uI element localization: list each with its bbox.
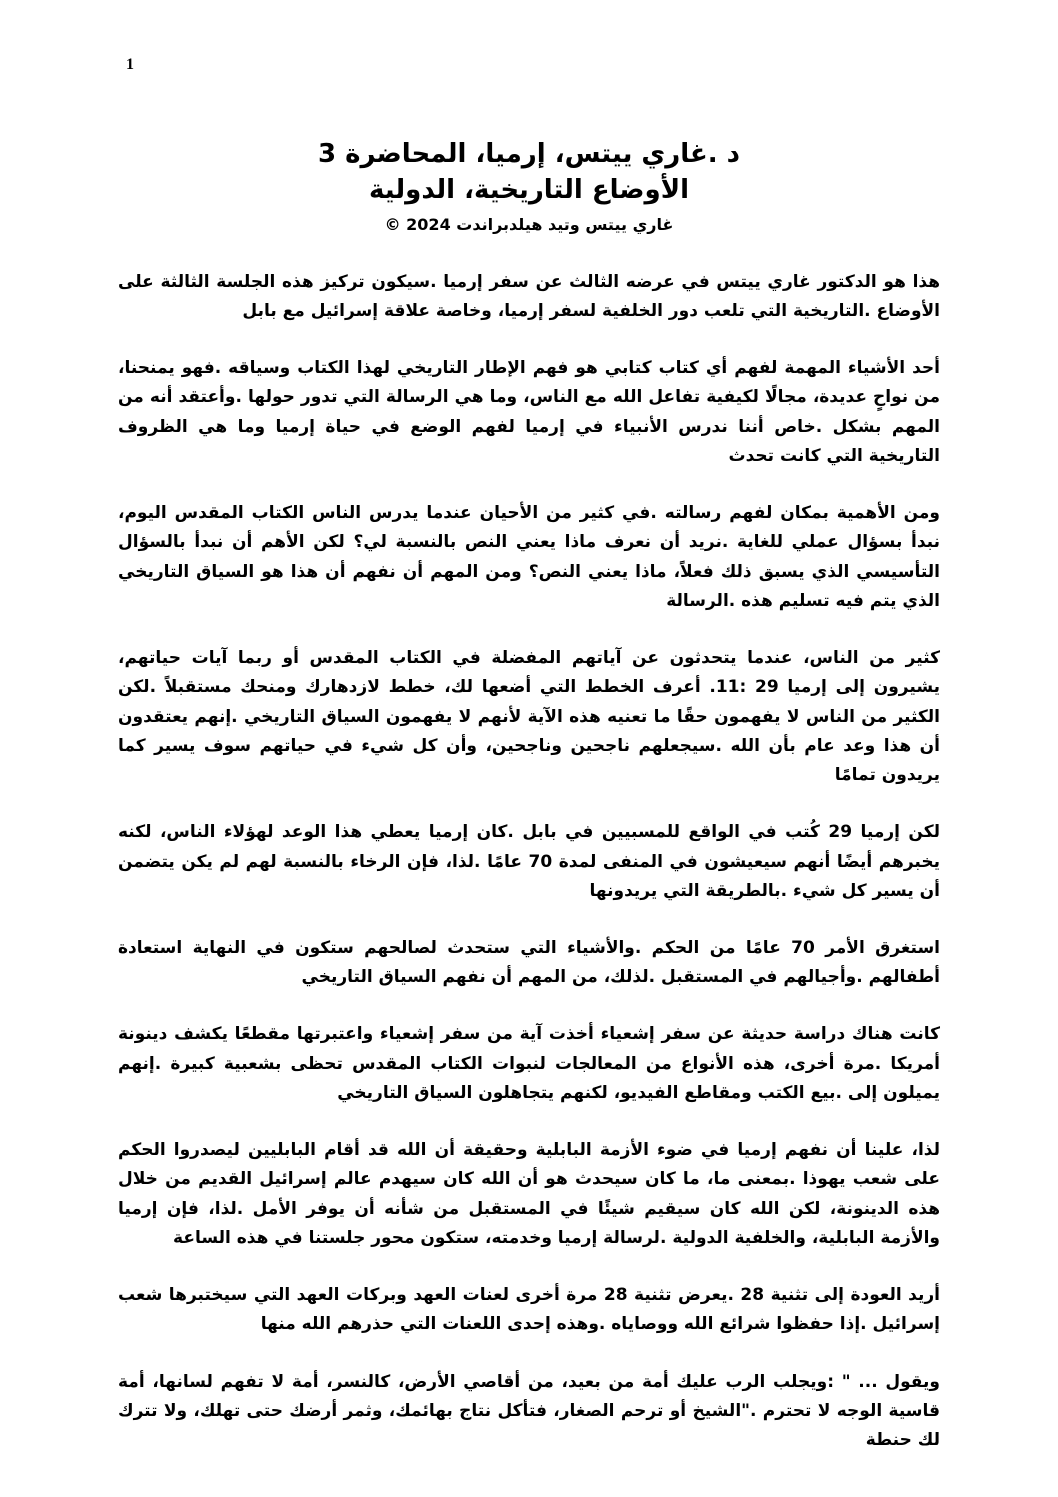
paragraph: كثير من الناس، عندما يتحدثون عن آياتهم المفضلة في الكتاب المقدس أو ربما آيات حياتهم، يشيرون إلى إرميا 29 :11. أعرف الخطط التي أضعها لك، خطط لازدهارك ومنحك مستقبلاً .لكن الكثير من الناس لا يفهمون حقًا ما تعنيه هذه الآية لأنهم لا يفهمون السياق التاريخي .إنهم يعتقدون أن هذا وعد عام بأن الله .سيجعلهم ناجحين وناجحين، وأن كل شيء في حياتهم سوف يسير كما يريدون تمامًا bbox=[118, 648, 941, 786]
document-body bbox=[118, 268, 940, 1456]
title-block bbox=[118, 136, 940, 234]
paragraph: ومن الأهمية بمكان لفهم رسالته .في كثير من الأحيان عندما يدرس الناس الكتاب المقدس اليوم، نبدأ بسؤال عملي للغاية .نريد أن نعرف ماذا يعني النص بالنسبة لي؟ لكن الأهم أن نبدأ بالسؤال التأسيسي الذي يسبق ذلك فعلاً، ماذا يعني النص؟ ومن المهم أن نفهم أن هذا هو السياق التاريخي الذي يتم فيه تسليم هذه .الرسالة bbox=[118, 503, 940, 611]
paragraph: ويقول ... " :ويجلب الرب عليك أمة من بعيد، من أقاصي الأرض، كالنسر، أمة لا تفهم لسانها، أمة قاسية الوجه لا تحترم ."الشيخ أو ترحم الصغار، فتأكل نتاج بهائمك، وثمر أرضك حتى تهلك، ولا تترك لك حنطة bbox=[118, 1371, 940, 1451]
document-title: د .غاري ييتس، إرميا، المحاضرة 3 bbox=[318, 139, 740, 169]
byline-copyright: غاري ييتس وتيد هيلدبراندت ‎© 2024 bbox=[384, 214, 674, 234]
paragraph: لكن إرميا 29 كُتب في الواقع للمسبيين في بابل .كان إرميا يعطي هذا الوعد لهؤلاء الناس، لكنه يخبرهم أيضًا أنهم سيعيشون في المنفى لمدة 70 عامًا .لذا، فإن الرخاء بالنسبة لهم لم يكن يتضمن أن يسير كل شيء .بالطريقة التي يريدونها bbox=[118, 822, 941, 901]
paragraph: لذا، علينا أن نفهم إرميا في ضوء الأزمة البابلية وحقيقة أن الله قد أقام البابليين ليصدروا الحكم على شعب يهوذا .بمعنى ما، ما كان سيحدث هو أن الله كان سيهدم عالم إسرائيل القديم من خلال هذه الدينونة، لكن الله كان سيقيم شيئًا في المستقبل من شأنه أن يوفر الأمل .لذا، فإن إرميا والأزمة البابلية، والخلفية الدولية .لرسالة إرميا وخدمته، ستكون محور جلستنا في هذه الساعة bbox=[118, 1140, 940, 1248]
paragraph: هذا هو الدكتور غاري ييتس في عرضه الثالث عن سفر إرميا .سيكون تركيز هذه الجلسة الثالثة على الأوضاع .التاريخية التي تلعب دور الخلفية لسفر إرميا، وخاصة علاقة إسرائيل مع بابل bbox=[118, 271, 940, 322]
paragraph: كانت هناك دراسة حديثة عن سفر إشعياء أخذت آية من سفر إشعياء واعتبرتها مقطعًا يكشف دينونة أمريكا .مرة أخرى، هذه الأنواع من المعالجات لنبوات الكتاب المقدس تحظى بشعبية كبيرة .إنهم يميلون إلى .بيع الكتب ومقاطع الفيديو، لكنهم يتجاهلون السياق التاريخي bbox=[118, 1024, 940, 1103]
document-subtitle: الأوضاع التاريخية، الدولية bbox=[369, 175, 689, 206]
paragraph: استغرق الأمر 70 عامًا من الحكم .والأشياء التي ستحدث لصالحهم ستكون في النهاية استعادة أطفالهم .وأجيالهم في المستقبل .لذلك، من المهم أن نفهم السياق التاريخي bbox=[118, 938, 940, 988]
paragraph: أحد الأشياء المهمة لفهم أي كتاب كتابي هو فهم الإطار التاريخي لهذا الكتاب وسياقه .فهو يمنحنا، من نواحٍ عديدة، مجالًا لكيفية تفاعل الله مع الناس، وما هي الرسالة التي تدور حولها .وأعتقد أنه من المهم بشكل .خاص أننا ندرس الأنبياء في إرميا لفهم الوضع في حياة إرميا وما هي الظروف التاريخية التي كانت تحدث bbox=[118, 358, 940, 466]
paragraph: أريد العودة إلى تثنية 28 .يعرض تثنية 28 مرة أخرى لعنات العهد وبركات العهد التي سيختبرها شعب إسرائيل .إذا حفظوا شرائع الله ووصاياه .وهذه إحدى اللعنات التي حذرهم الله منها bbox=[118, 1285, 940, 1335]
page-number: 1 bbox=[126, 56, 134, 73]
